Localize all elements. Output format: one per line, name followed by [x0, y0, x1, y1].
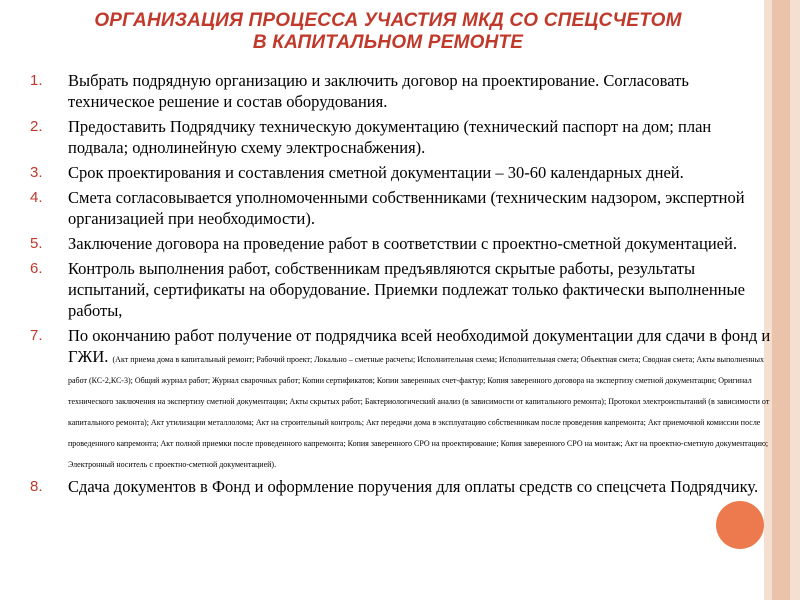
item-text: Выбрать подрядную организацию и заключить договор на проектирование. Согласовать техническое решение и состав оборудования.: [68, 71, 689, 111]
list-item: [30, 187, 772, 229]
item-text: По окончанию работ получение от подрядчика всей необходимой документации для сдачи в фонд и ГЖИ.: [68, 326, 771, 366]
list-item: [30, 162, 772, 183]
list-item: [30, 325, 772, 472]
item-number: 4.: [30, 189, 43, 206]
item-number: 3.: [30, 164, 43, 181]
list-item: [30, 70, 772, 112]
item-number: 8.: [30, 478, 43, 495]
decorative-circle: [716, 501, 764, 549]
item-text: Срок проектирования и составления сметной документации – 30-60 календарных дней.: [68, 163, 684, 182]
slide-title: [18, 10, 758, 54]
item-text-wrapper: [68, 325, 772, 472]
item-number: 2.: [30, 118, 43, 135]
item-number: 5.: [30, 235, 43, 252]
documents-note: (Акт приема дома в капитальный ремонт; Рабочий проект; Локально – сметные расчеты; Исполнительная схема; Исполнительная смета; Объектная смета; Сводная смета; Акты выполненных работ (КС-2,КС-3); Общий журнал работ; Журнал сварочных работ; Копии сертификатов; Копии заверенных счет-фактур; Копия заверенного договора на экспертизу сметной документации; Оригинал технического заключения на экспертизу сметной документации; Акты скрытых работ; Бактериологический анализ (в зависимости от капитального ремонта); Протокол электроиспытаний (в зависимости от капитального ремонта); Акт утилизации металлолома; Акт на строительный контроль; Акт передачи дома в эксплуатацию собственникам после проведения капремонта; Акт приемочной комиссии после проведенного капремонта; Акт полной приемки после проведенного капремонта; Копия заверенного СРО на проектирование; Копия заверенного СРО на монтаж; Акт на проектно-сметную документацию; Электронный носитель с проектно-сметной документацией).: [68, 355, 770, 469]
title-line-1: ОРГАНИЗАЦИЯ ПРОЦЕССА УЧАСТИЯ МКД СО СПЕЦСЧЕТОМ: [94, 10, 682, 31]
item-number: 7.: [30, 327, 43, 344]
item-text: Контроль выполнения работ, собственникам предъявляются скрытые работы, результаты испытаний, сертификаты на оборудование. Приемки подлежат только фактически выполненные работы,: [68, 259, 745, 320]
list-item: [30, 258, 772, 321]
item-number: 6.: [30, 260, 43, 277]
steps-list: [30, 70, 772, 497]
item-text: Смета согласовывается уполномоченными собственниками (техническим надзором, экспертной организацией при необходимости).: [68, 188, 745, 228]
item-text: Сдача документов в Фонд и оформление поручения для оплаты средств со спецсчета Подрядчику.: [68, 477, 759, 496]
item-text: Предоставить Подрядчику техническую документацию (технический паспорт на дом; план подвала; однолинейную схему электроснабжения).: [68, 117, 712, 157]
item-text: Заключение договора на проведение работ в соответствии с проектно-сметной документацией.: [68, 234, 737, 253]
list-item: [30, 116, 772, 158]
list-item: [30, 476, 772, 497]
decorative-stripe-inner: [772, 0, 790, 600]
item-number: 1.: [30, 72, 43, 89]
title-line-2: В КАПИТАЛЬНОМ РЕМОНТЕ: [252, 32, 524, 53]
list-item: [30, 233, 772, 254]
